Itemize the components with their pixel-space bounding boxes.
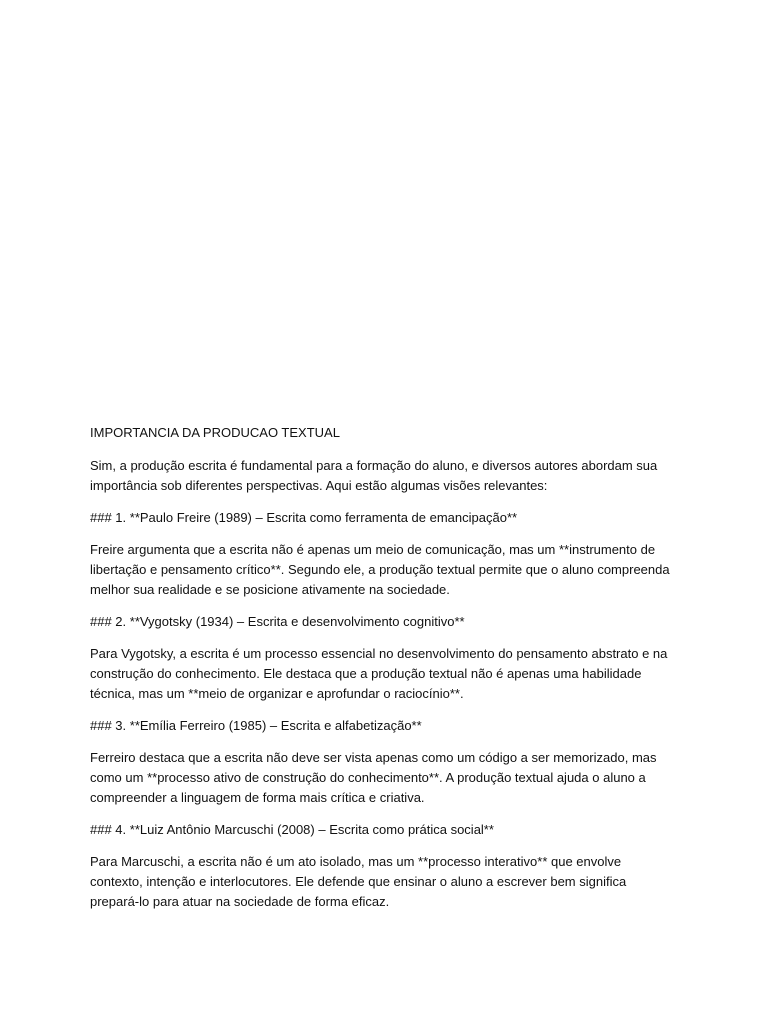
section-paragraph-3: Ferreiro destaca que a escrita não deve ser vista apenas como um código a ser memorizado, mas como um **processo ativo de construção do conhecimento**. A produção textual ajuda o aluno a compreender a linguagem de forma mais crítica e criativa. [90, 750, 657, 805]
section-heading-1: ### 1. **Paulo Freire (1989) – Escrita como ferramenta de emancipação** [90, 510, 518, 525]
section-heading-4: ### 4. **Luiz Antônio Marcuschi (2008) – Escrita como prática social** [90, 822, 494, 837]
document-content [90, 423, 675, 924]
section-heading-3: ### 3. **Emília Ferreiro (1985) – Escrita e alfabetização** [90, 718, 422, 733]
intro-paragraph: Sim, a produção escrita é fundamental para a formação do aluno, e diversos autores abordam sua importância sob diferentes perspectivas. Aqui estão algumas visões relevantes: [90, 458, 658, 493]
section-paragraph-1: Freire argumenta que a escrita não é apenas um meio de comunicação, mas um **instrumento de libertação e pensamento crítico**. Segundo ele, a produção textual permite que o aluno compreenda melhor sua realidade e se posicione ativamente na sociedade. [90, 542, 670, 597]
document-title: IMPORTANCIA DA PRODUCAO TEXTUAL [90, 425, 340, 440]
section-paragraph-2: Para Vygotsky, a escrita é um processo essencial no desenvolvimento do pensamento abstrato e na construção do conhecimento. Ele destaca que a produção textual não é apenas uma habilidade técnica, mas um **meio de organizar e aprofundar o raciocínio**. [90, 646, 668, 701]
section-paragraph-4: Para Marcuschi, a escrita não é um ato isolado, mas um **processo interativo** que envolve contexto, intenção e interlocutores. Ele defende que ensinar o aluno a escrever bem significa prepará-lo para atuar na sociedade de forma eficaz. [90, 854, 627, 909]
section-heading-2: ### 2. **Vygotsky (1934) – Escrita e desenvolvimento cognitivo** [90, 614, 465, 629]
